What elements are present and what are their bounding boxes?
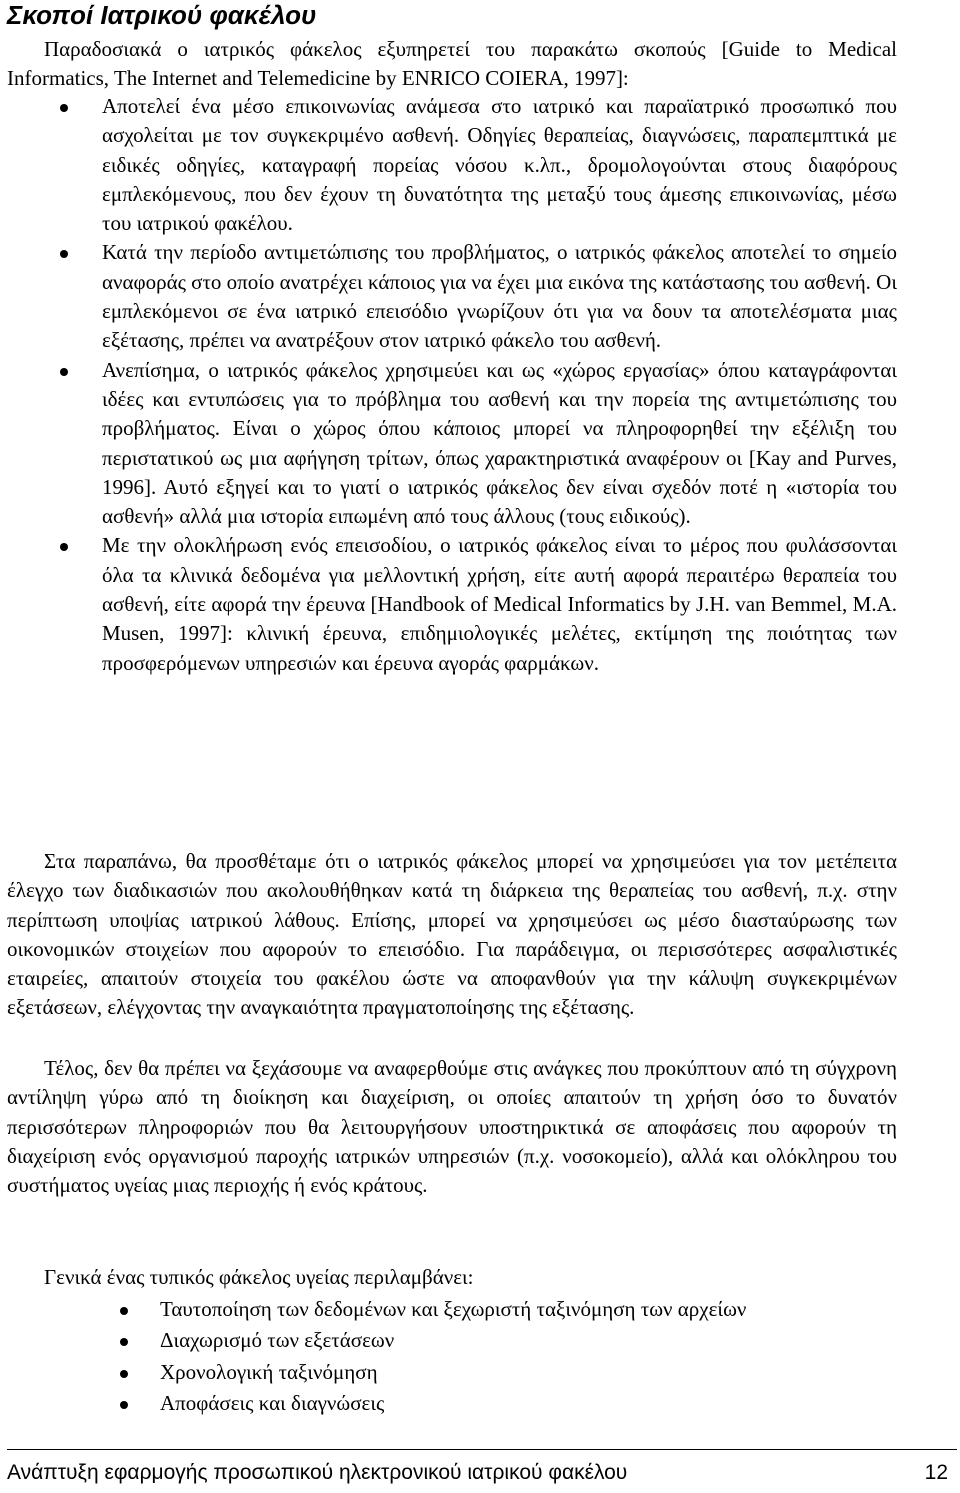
list-item-text: Χρονολογική ταξινόμηση [160,1359,378,1384]
list-item-text: Ανεπίσημα, ο ιατρικός φάκελος χρησιμεύει και ως «χώρος εργασίας» όπου καταγράφονται ιδέες και εντυπώσεις για το πρόβλημα του ασθενή και την πορεία της αντιμετώπισης του προβλήματος. Είναι ο χώρος όπου κάποιος μπορεί να πληροφορηθεί την εξέλιξη του περιστατικού ως μια αφήγηση τρίτων, όπως χαρακτηριστικά αναφέρουν οι [Kay and Purves, 1996]. Αυτό εξηγεί και το γιατί ο ιατρικός φάκελος δεν είναι σχεδόν ποτέ η «ιστορία του ασθενή» αλλά μια ιστορία ειπωμένη από τους άλλους (τους ειδικούς). [102,357,897,529]
list-item [44,356,897,532]
bullet-icon [60,250,68,258]
bullet-icon [120,1370,128,1378]
bullet-icon [120,1307,128,1315]
contents-list [104,1294,904,1419]
list-item [104,1294,904,1325]
bullet-icon [60,543,68,551]
page-number: 12 [924,1461,948,1484]
list-item-text: Διαχωρισμό των εξετάσεων [160,1328,395,1353]
section-heading: Σκοποί Ιατρικού φακέλου [7,0,317,30]
list-item-text: Αποφάσεις και διαγνώσεις [160,1390,385,1415]
list-item [104,1388,904,1419]
footer-divider [7,1449,957,1450]
bullet-icon [60,104,68,112]
list-item-text: Ταυτοποίηση των δεδομένων και ξεχωριστή ταξινόμηση των αρχείων [160,1297,747,1321]
paragraph-management-needs: Τέλος, δεν θα πρέπει να ξεχάσουμε να αναφερθούμε στις ανάγκες που προκύπτουν από τη σύγχρονη αντίληψη γύρω από τη διοίκηση και διαχείριση, οι οποίες απαιτούν τη χρήση όσο το δυνατόν περισσότερων πληροφοριών που θα λειτουργήσουν υποστηρικτικά σε αποφάσεις που αφορούν τη διαχείριση ενός οργανισμού παροχής ιατρικών υπηρεσιών (π.χ. νοσοκομείο), αλλά και ολόκληρου του συστήματος υγείας μιας περιοχής ή ενός κράτους. [7,1056,897,1198]
bullet-icon [120,1401,128,1409]
list-item [104,1357,904,1388]
list-item-text: Με την ολοκλήρωση ενός επεισοδίου, ο ιατρικός φάκελος είναι το μέρος που φυλάσσονται όλα τα κλινικά δεδομένα για μελλοντική χρήση, είτε αυτή αφορά περαιτέρω θεραπεία του ασθενή, είτε αφορά την έρευνα [Handbook of Medical Informatics by J.H. van Bemmel, M.A. Musen, 1997]: κλινική έρευνα, επιδημιολογικές μελέτες, εκτίμηση της ποιότητας των προσφερόμενων υπηρεσιών και έρευνα αγοράς φαρμάκων. [102,533,897,675]
list-item [44,238,897,355]
footer-title: Ανάπτυξη εφαρμογής προσωπικού ηλεκτρονικού ιατρικού φακέλου [7,1461,628,1484]
bullet-icon [120,1338,128,1346]
purposes-list [44,92,897,678]
intro-paragraph: Παραδοσιακά ο ιατρικός φάκελος εξυπηρετεί του παρακάτω σκοπούς [Guide to Medical Informatics, The Internet and Telemedicine by ENRICO COIERA, 1997]: [7,37,897,91]
paragraph-additional-uses: Στα παραπάνω, θα προσθέταμε ότι ο ιατρικός φάκελος μπορεί να χρησιμεύσει για τον μετέπειτα έλεγχο των διαδικασιών που ακολουθήθηκαν κατά τη διάρκεια της θεραπείας του ασθενή, π.χ. στην περίπτωση υποψίας ιατρικού λάθους. Επίσης, μπορεί να χρησιμεύσει ως μέσο διασταύρωσης των οικονομικών στοιχείων που αφορούν το επεισόδιο. Για παράδειγμα, οι περισσότερες ασφαλιστικές εταιρείες, απαιτούν στοιχεία του φακέλου ώστε να αποφανθούν για την κάλυψη συγκεκριμένων εξετάσεων, ελέγχοντας την αναγκαιότητα πραγματοποίησης της εξέτασης. [7,849,897,1020]
paragraph-contents-intro: Γενικά ένας τυπικός φάκελος υγείας περιλαμβάνει: [44,1265,474,1289]
list-item [44,92,897,238]
bullet-icon [60,368,68,376]
list-item-text: Αποτελεί ένα μέσο επικοινωνίας ανάμεσα στο ιατρικό και παραϊατρικό προσωπικό που ασχολείται με τον συγκεκριμένο ασθενή. Οδηγίες θεραπείας, διαγνώσεις, παραπεμπτικά με ειδικές οδηγίες, καταγραφή πορείας νόσου κ.λπ., δρομολογούνται στους διαφόρους εμπλεκόμενους, που δεν έχουν τη δυνατότητα της μεταξύ τους άμεσης επικοινωνίας, μέσω του ιατρικού φακέλου. [102,94,897,236]
list-item-text: Κατά την περίοδο αντιμετώπισης του προβλήματος, ο ιατρικός φάκελος αποτελεί το σημείο αναφοράς στο οποίο ανατρέχει κάποιος για να έχει μια εικόνα της κατάστασης του ασθενή. Οι εμπλεκόμενοι σε ένα ιατρικό επεισόδιο γνωρίζουν ότι για να δουν τα αποτελέσματα μιας εξέτασης, πρέπει να ανατρέξουν στον ιατρικό φάκελο του ασθενή. [102,240,897,353]
list-item [104,1325,904,1356]
list-item [44,531,897,677]
